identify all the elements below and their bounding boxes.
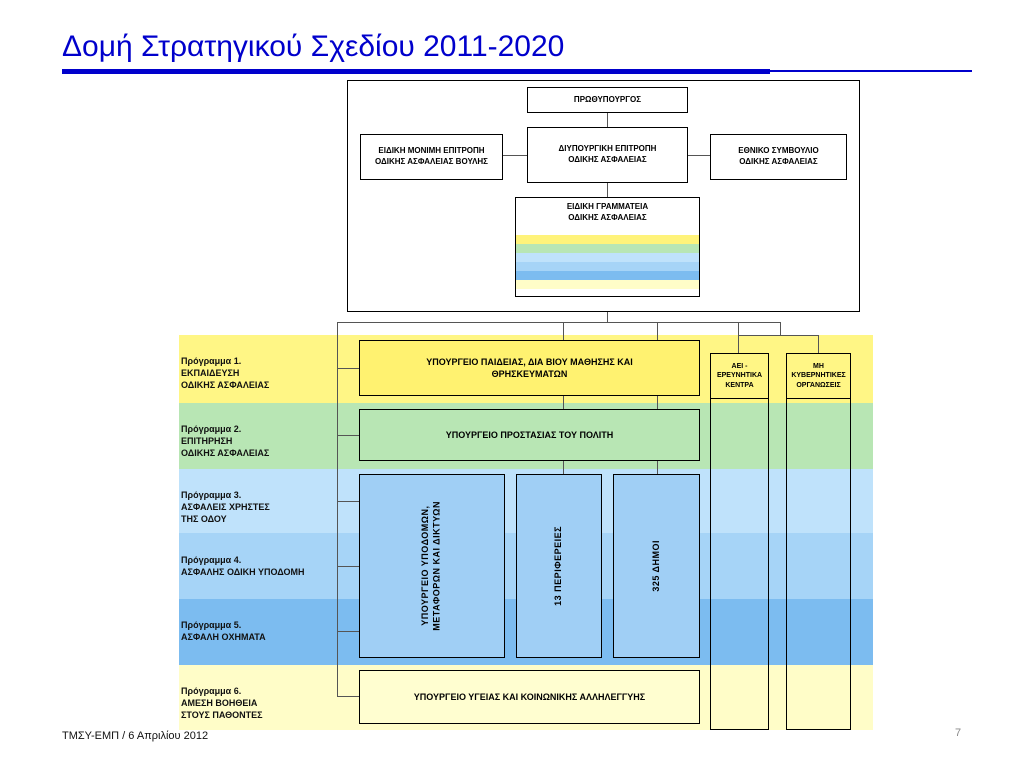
color-stripe (516, 235, 699, 244)
color-stripe (516, 280, 699, 289)
slide-footer: ΤΜΣΥ-ΕΜΠ / 6 Απριλίου 2012 (62, 730, 209, 742)
connector-line (607, 312, 608, 322)
connector-line (563, 396, 564, 409)
ngo-label: ΜΗ ΚΥΒΕΡΝΗΤΙΚΕΣ ΟΡΓΑΝΩΣΕΙΣ (786, 353, 851, 399)
connector-line (657, 322, 658, 340)
connector-line (688, 155, 710, 156)
connector-line (607, 183, 608, 197)
program-label: Πρόγραμμα 1. ΕΚΠΑΙΔΕΥΣΗ ΟΔΙΚΗΣ ΑΣΦΑΛΕΙΑΣ (181, 356, 270, 391)
distribution-bar (337, 322, 781, 323)
connector-line (607, 113, 608, 127)
ngo-column (786, 353, 851, 730)
color-stripe (516, 262, 699, 271)
program-label: Πρόγραμμα 6. ΑΜΕΣΗ ΒΟΗΘΕΙΑ ΣΤΟΥΣ ΠΑΘΟΝΤΕΣ (181, 686, 263, 721)
connector-line (337, 696, 359, 697)
research-centers-label: ΑΕΙ - ΕΡΕΥΝΗΤΙΚΑ ΚΕΝΤΡΑ (710, 353, 769, 399)
connector-line (337, 435, 359, 436)
program-label: Πρόγραμμα 5. ΑΣΦΑΛΗ ΟΧΗΜΑΤΑ (181, 620, 266, 643)
connector-line (563, 322, 564, 340)
color-stripe (516, 271, 699, 280)
parliament-committee-box: ΕΙΔΙΚΗ ΜΟΝΙΜΗ ΕΠΙΤΡΟΠΗ ΟΔΙΚΗΣ ΑΣΦΑΛΕΙΑΣ ΒΟΥΛΗΣ (360, 134, 503, 180)
connector-line (337, 322, 338, 696)
secretariat-label: ΕΙΔΙΚΗ ΓΡΑΜΜΑΤΕΙΑ ΟΔΙΚΗΣ ΑΣΦΑΛΕΙΑΣ (566, 202, 649, 222)
title-underline (62, 69, 770, 74)
connector-line (337, 566, 359, 567)
ministry-education-box: ΥΠΟΥΡΓΕΙΟ ΠΑΙΔΕΙΑΣ, ΔΙΑ ΒΙΟΥ ΜΑΘΗΣΗΣ ΚΑΙ ΘΡΗΣΚΕΥΜΑΤΩΝ (359, 340, 700, 396)
program-label: Πρόγραμμα 3. ΑΣΦΑΛΕΙΣ ΧΡΗΣΤΕΣ ΤΗΣ ΟΔΟΥ (181, 490, 270, 525)
connector-line (657, 461, 658, 474)
ministry-health-box: ΥΠΟΥΡΓΕΙΟ ΥΓΕΙΑΣ ΚΑΙ ΚΟΙΝΩΝΙΚΗΣ ΑΛΛΗΛΕΓΓΥΗΣ (359, 670, 700, 724)
interministerial-committee-box: ΔΙΥΠΟΥΡΓΙΚΗ ΕΠΙΤΡΟΠΗ ΟΔΙΚΗΣ ΑΣΦΑΛΕΙΑΣ (527, 127, 688, 183)
ministry-citizen-protection-box: ΥΠΟΥΡΓΕΙΟ ΠΡΟΣΤΑΣΙΑΣ ΤΟΥ ΠΟΛΙΤΗ (359, 409, 700, 461)
connector-line (738, 322, 739, 353)
municipalities-label: 325 ΔΗΜΟΙ (650, 540, 661, 592)
connector-line (738, 335, 818, 336)
program-label: Πρόγραμμα 4. ΑΣΦΑΛΗΣ ΟΔΙΚΗ ΥΠΟΔΟΜΗ (181, 555, 305, 578)
regions-box (516, 474, 602, 658)
page-number: 7 (955, 727, 962, 739)
ministry-infrastructure-label: ΥΠΟΥΡΓΕΙΟ ΥΠΟΔΟΜΩΝ, ΜΕΤΑΦΟΡΩΝ ΚΑΙ ΔΙΚΤΥΩΝ (420, 501, 442, 631)
color-stripe (516, 244, 699, 253)
national-council-box: ΕΘΝΙΚΟ ΣΥΜΒΟΥΛΙΟ ΟΔΙΚΗΣ ΑΣΦΑΛΕΙΑΣ (710, 134, 847, 180)
connector-line (337, 631, 359, 632)
prime-minister-box: ΠΡΩΘΥΠΟΥΡΓΟΣ (527, 87, 688, 113)
regions-label: 13 ΠΕΡΙΦΕΡΕΙΕΣ (553, 526, 564, 606)
research-column (710, 353, 769, 730)
connector-line (337, 368, 359, 369)
connector-line (563, 461, 564, 474)
connector-line (503, 155, 527, 156)
connector-line (657, 396, 658, 409)
connector-line (337, 501, 359, 502)
color-stripe (516, 253, 699, 262)
connector-line (818, 335, 819, 353)
program-label: Πρόγραμμα 2. ΕΠΙΤΗΡΗΣΗ ΟΔΙΚΗΣ ΑΣΦΑΛΕΙΑΣ (181, 424, 270, 459)
slide-title: Δομή Στρατηγικού Σχεδίου 2011-2020 (62, 30, 565, 63)
ministry-infrastructure-box (359, 474, 505, 658)
title-underline-thin (770, 70, 972, 72)
municipalities-box (613, 474, 700, 658)
connector-line (780, 322, 781, 335)
